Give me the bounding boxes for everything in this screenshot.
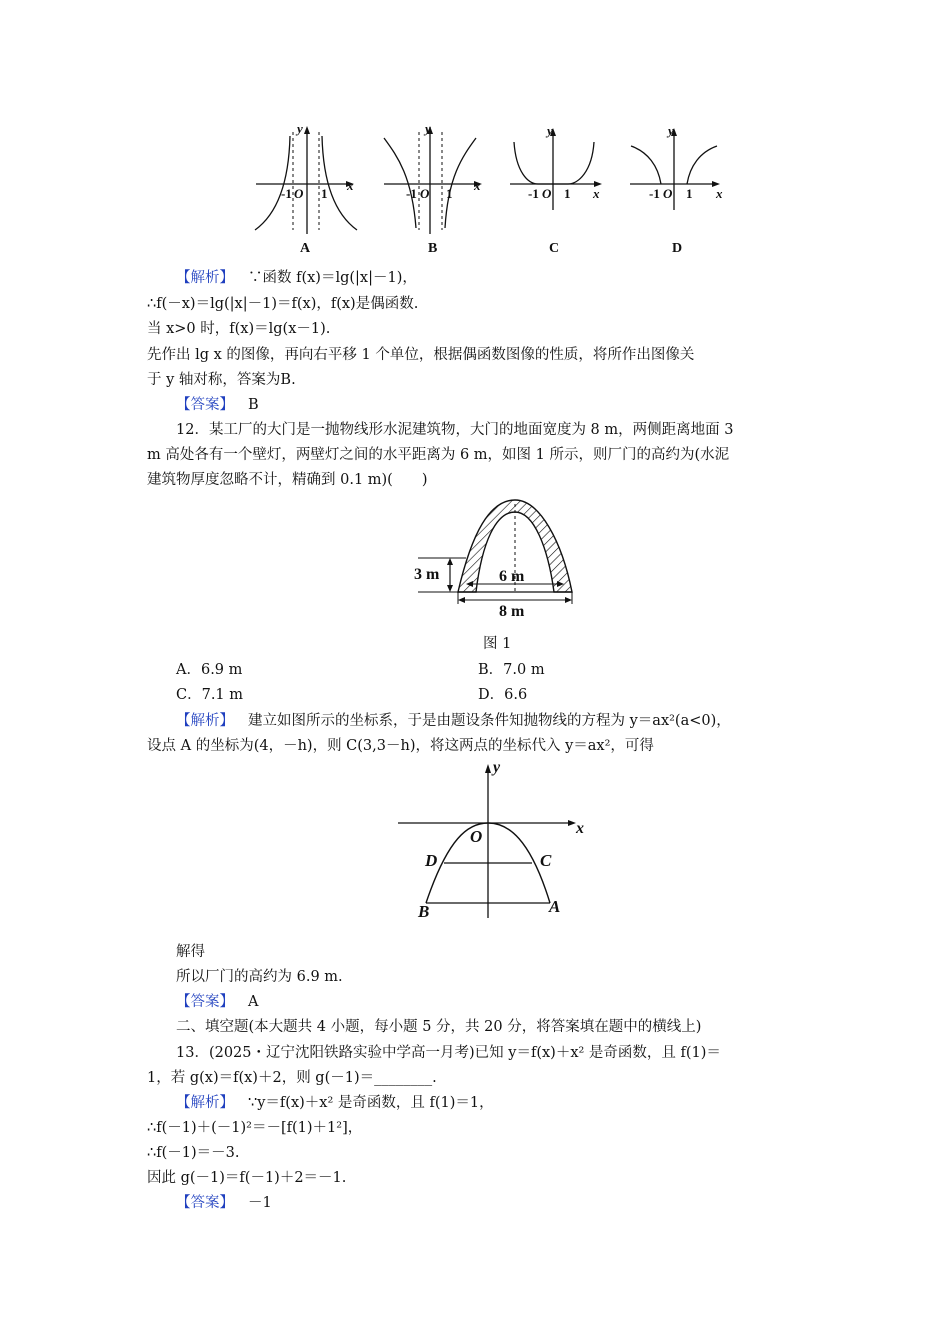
analysis11-text1: ∵函数 f(x)＝lg(|x|－1)，	[248, 270, 417, 286]
graph-a-y: y	[297, 121, 303, 136]
graph-b-1: 1	[446, 186, 453, 201]
answer11-value: B	[248, 397, 259, 413]
graph-a-label: A	[300, 241, 311, 256]
q12-line1: 12．某工厂的大门是一抛物线形水泥建筑物，大门的地面宽度为 8 m，两侧距离地面 3	[176, 422, 734, 438]
analysis13-line2: ∴f(－1)＋(－1)²＝－[f(1)＋1²]，	[147, 1120, 363, 1136]
option-a: A．6.9 m	[176, 662, 243, 678]
analysis13-line3: ∴f(－1)＝－3.	[147, 1145, 240, 1161]
graph-b-o: O	[420, 186, 430, 201]
figure2-a: A	[549, 897, 561, 916]
figure1-caption: 图 1	[483, 636, 512, 652]
analysis12-line1	[176, 711, 731, 731]
figure1-inner-label: 6 m	[499, 568, 525, 585]
answer12-value: A	[248, 994, 259, 1010]
analysis13-text1: ∵y＝f(x)＋x² 是奇函数，且 f(1)＝1，	[248, 1095, 494, 1111]
answer11	[176, 395, 259, 415]
q12-line3: 建筑物厚度忽略不计，精确到 0.1 m)( )	[147, 472, 428, 488]
option-d: D．6.6	[478, 687, 528, 703]
figure1-height-label: 3 m	[414, 566, 440, 583]
graph-d-1: 1	[686, 186, 693, 201]
analysis12-line2: 设点 A 的坐标为(4，－h)，则 C(3,3－h)，将这两点的坐标代入 y＝ax²，可得	[147, 738, 654, 754]
figure2-c: C	[540, 851, 552, 870]
answer13	[176, 1193, 272, 1213]
answer-tag: 【答案】	[176, 994, 234, 1010]
graph-c-o: O	[542, 186, 552, 201]
graph-d-y: y	[668, 123, 674, 138]
graph-b	[378, 122, 488, 237]
answer13-value: －1	[248, 1195, 272, 1211]
graph-a-1: 1	[321, 186, 328, 201]
solve12-line2: 所以厂门的高约为 6.9 m.	[176, 969, 343, 985]
graph-d-o: O	[663, 186, 673, 201]
figure2-parabola	[396, 758, 596, 923]
option-c: C．7.1 m	[176, 687, 244, 703]
analysis11-line1	[176, 268, 417, 288]
graph-a	[250, 122, 360, 237]
graph-a-x: x	[347, 178, 354, 193]
figure2-x: x	[576, 820, 584, 837]
analysis-tag: 【解析】	[176, 270, 234, 286]
graph-b-x: x	[474, 178, 481, 193]
graph-c-label: C	[549, 241, 560, 256]
analysis12-text1: 建立如图所示的坐标系，于是由题设条件知抛物线的方程为 y＝ax²(a<0)，	[248, 713, 731, 729]
analysis13-line1	[176, 1093, 494, 1113]
analysis11-line3: 当 x>0 时，f(x)＝lg(x－1).	[147, 321, 331, 337]
figure2-d: D	[425, 851, 438, 870]
graph-c-neg1: -1	[528, 186, 539, 201]
graph-c-x: x	[593, 186, 600, 201]
graph-d	[628, 122, 738, 237]
graph-a-neg1: -1	[281, 186, 292, 201]
figure1-base-label: 8 m	[499, 603, 525, 620]
section2-heading: 二、填空题(本大题共 4 小题，每小题 5 分，共 20 分，将答案填在题中的横线上)	[176, 1019, 702, 1035]
analysis11-line2: ∴f(－x)＝lg(|x|－1)＝f(x)，f(x)是偶函数.	[147, 296, 419, 312]
analysis13-line4: 因此 g(－1)＝f(－1)＋2＝－1.	[147, 1170, 347, 1186]
answer12	[176, 992, 258, 1012]
graph-b-y: y	[425, 121, 431, 136]
graph-c	[508, 122, 618, 237]
answer-tag: 【答案】	[176, 397, 234, 413]
graph-b-neg1: -1	[406, 186, 417, 201]
graph-a-o: O	[294, 186, 304, 201]
graph-b-label: B	[428, 241, 438, 256]
graph-c-y: y	[547, 123, 553, 138]
figure2-b: B	[418, 902, 430, 921]
analysis11-line5: 于 y 轴对称，答案为B.	[147, 372, 296, 388]
q12-line2: m 高处各有一个壁灯，两壁灯之间的水平距离为 6 m，如图 1 所示，则厂门的高约为(水泥	[147, 447, 730, 463]
analysis11-line4: 先作出 lg x 的图像，再向右平移 1 个单位，根据偶函数图像的性质，将所作出图像关	[147, 347, 695, 363]
analysis-tag: 【解析】	[176, 1095, 234, 1111]
solve12-line1: 解得	[176, 944, 205, 960]
graph-d-label: D	[672, 241, 683, 256]
figure2-o: O	[470, 827, 483, 846]
figure2-y: y	[493, 759, 501, 776]
answer-tag: 【答案】	[176, 1195, 234, 1211]
graph-d-x: x	[716, 186, 723, 201]
graph-c-1: 1	[564, 186, 571, 201]
option-b: B．7.0 m	[478, 662, 545, 678]
q13-line1: 13．(2025・辽宁沈阳铁路实验中学高一月考)已知 y＝f(x)＋x² 是奇函数，且 f(1)＝	[176, 1045, 721, 1061]
analysis-tag: 【解析】	[176, 713, 234, 729]
graph-d-neg1: -1	[649, 186, 660, 201]
q13-line2: 1，若 g(x)＝f(x)＋2，则 g(－1)＝________.	[147, 1070, 437, 1086]
